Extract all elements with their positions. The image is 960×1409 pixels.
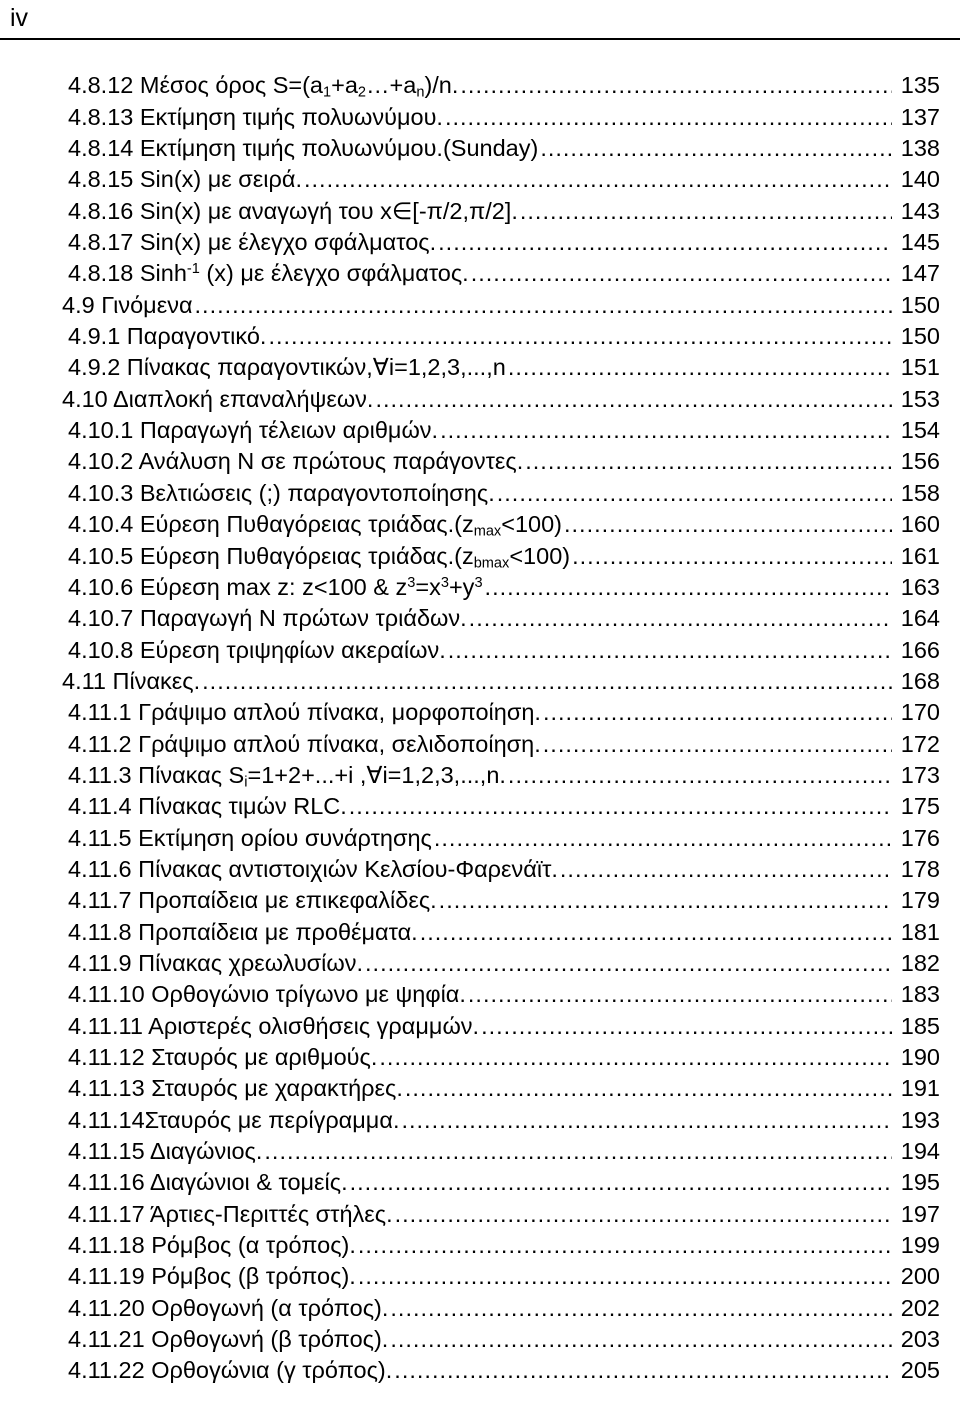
toc-entry-title: [68, 165, 302, 193]
toc-entry[interactable]: [0, 914, 940, 945]
toc-entry[interactable]: [0, 977, 940, 1008]
toc-page-number: 191: [900, 1075, 940, 1102]
toc-page-number: 138: [900, 135, 940, 162]
dot-leader: [448, 636, 892, 664]
title-text: 4.10.3 Βελτιώσεις (;) παραγοντοποίησης.: [68, 479, 495, 506]
dot-leader: [264, 1137, 892, 1165]
toc-page-number: 150: [900, 323, 940, 350]
toc-entry[interactable]: [0, 131, 940, 162]
dot-leader: [375, 385, 892, 413]
toc-page-number: 145: [900, 229, 940, 256]
title-text: 4.11.12 Σταυρός με αριθμούς.: [68, 1044, 378, 1070]
dot-leader: [268, 322, 892, 350]
dot-leader: [438, 228, 892, 256]
toc-entry[interactable]: [0, 852, 940, 883]
toc-entry-title: [68, 259, 469, 287]
toc-page-number: 173: [900, 761, 940, 788]
title-text: 4.9.1 Παραγοντικό.: [68, 323, 267, 350]
toc-entry-title: [68, 1074, 403, 1102]
dot-leader: [460, 71, 892, 99]
toc-entry-title: [68, 761, 506, 789]
toc-entry[interactable]: [0, 162, 940, 193]
title-text: 4.8.16 Sin(x) με αναγωγή του x∈[-π/2,π/2].: [68, 197, 518, 224]
toc-page-number: 160: [900, 511, 940, 538]
title-text: 4.11.5 Εκτίμηση ορίου συνάρτησης: [68, 824, 432, 851]
title-text: 4.8.17 Sin(x) με έλεγχο σφάλματος.: [68, 229, 437, 256]
title-text: 4.10.4 Εύρεση Πυθαγόρειας τριάδας.(z: [68, 511, 474, 538]
toc-entry-title: [68, 479, 495, 507]
toc-entry[interactable]: [0, 883, 940, 914]
toc-entry-title: [68, 1137, 262, 1165]
toc-entry-title: [68, 636, 446, 664]
toc-entry[interactable]: [0, 789, 940, 820]
toc-entry-title: [68, 197, 518, 225]
toc-entry-title: [68, 1200, 393, 1228]
title-text: 4.9.2 Πίνακας παραγοντικών,∀i=1,2,3,...,n: [68, 354, 506, 381]
toc-entry[interactable]: [0, 1040, 940, 1071]
toc-entry-title: [68, 71, 458, 99]
toc-entry-title: [68, 542, 570, 570]
dot-leader: [481, 1012, 892, 1040]
title-text: 4.11.4 Πίνακας τιμών RLC.: [68, 793, 347, 820]
toc-entry[interactable]: [0, 319, 940, 350]
dot-leader: [401, 1106, 892, 1134]
toc-entry-title: [68, 1168, 348, 1196]
toc-entry-title: [62, 291, 193, 319]
toc-entry-title: [68, 918, 418, 946]
toc-entry[interactable]: [0, 632, 940, 663]
toc-page-number: 151: [900, 354, 940, 381]
dot-leader: [420, 918, 892, 946]
dot-leader: [560, 855, 892, 883]
title-text: 4.10.5 Εύρεση Πυθαγόρειας τριάδας.(z: [68, 542, 474, 569]
toc-page-number: 194: [900, 1138, 940, 1165]
toc-entry-title: [68, 1106, 399, 1134]
toc-entry[interactable]: [0, 193, 940, 224]
title-text: 4.8.12 Μέσος όρος S=(a: [68, 72, 324, 99]
dot-leader: [572, 542, 892, 570]
toc-entry-title: [68, 322, 266, 350]
title-text: 4.11.7 Προπαίδεια με επικεφαλίδες.: [68, 887, 437, 914]
toc-entry-title: [68, 1043, 377, 1071]
title-subscript: n: [416, 84, 425, 101]
toc-entry-title: [68, 824, 432, 852]
toc-entry-title: [68, 730, 541, 758]
toc-entry[interactable]: [0, 444, 940, 475]
title-text: +a: [331, 72, 358, 99]
title-text: 4.11.11 Αριστερές ολισθήσεις γραμμών.: [68, 1012, 480, 1039]
dot-leader: [394, 1356, 892, 1384]
dot-leader: [508, 353, 892, 381]
toc-page-number: 183: [900, 981, 940, 1008]
title-text: 4.8.15 Sin(x) με σειρά.: [68, 166, 302, 193]
toc-entry-title: [68, 416, 438, 444]
toc-entry[interactable]: [0, 1008, 940, 1039]
title-supscript: 3: [440, 574, 449, 591]
toc-entry-title: [68, 980, 466, 1008]
toc-entry[interactable]: [0, 507, 940, 538]
dot-leader: [445, 103, 892, 131]
toc-entry[interactable]: [0, 287, 940, 318]
toc-entry-title: [68, 353, 506, 381]
title-text: 4.11.15 Διαγώνιος.: [68, 1138, 263, 1165]
toc-entry[interactable]: [0, 820, 940, 851]
dot-leader: [195, 291, 892, 319]
dot-leader: [358, 1231, 892, 1259]
title-text: 4.10.8 Εύρεση τριψηφίων ακεραίων.: [68, 636, 446, 663]
toc-page-number: 154: [900, 417, 940, 444]
toc-entry[interactable]: [0, 726, 940, 757]
toc-entry-title: [68, 103, 443, 131]
title-subscript: max: [473, 523, 502, 540]
toc-entry-title: [68, 510, 562, 538]
toc-page-number: 178: [900, 855, 940, 882]
toc-page-number: 147: [900, 260, 940, 287]
toc-entry-title: [68, 792, 347, 820]
toc-entry-title: [62, 667, 200, 695]
dot-leader: [543, 698, 892, 726]
toc-entry[interactable]: [0, 225, 940, 256]
title-subscript: 2: [357, 84, 367, 101]
title-subscript: bmax: [473, 555, 510, 572]
dot-leader: [379, 1043, 892, 1071]
dot-leader: [468, 980, 892, 1008]
toc-page-number: 205: [900, 1357, 940, 1384]
title-text: 4.8.18 Sinh: [68, 260, 187, 287]
toc-page-number: 202: [900, 1294, 940, 1321]
title-text: <100): [509, 542, 571, 569]
toc-entry[interactable]: [0, 538, 940, 572]
toc-entry[interactable]: [0, 1353, 940, 1384]
title-text: 4.9 Γινόμενα: [62, 291, 193, 318]
dot-leader: [497, 479, 892, 507]
title-text: …+a: [366, 72, 417, 99]
title-text: 4.11.18 Ρόμβος (α τρόπος).: [68, 1232, 356, 1259]
toc-entry-title: [68, 134, 538, 162]
toc-entry[interactable]: [0, 1290, 940, 1321]
toc-entry[interactable]: [0, 381, 940, 412]
toc-entry[interactable]: [0, 946, 940, 977]
title-supscript: 3: [474, 574, 483, 591]
title-text: 4.11.22 Ορθογώνια (γ τρόπος).: [68, 1357, 393, 1384]
toc-entry[interactable]: [0, 475, 940, 506]
title-subscript: 1: [323, 84, 332, 101]
toc-entry-title: [68, 1012, 479, 1040]
title-text: 4.11.17 Άρτιες-Περιττές στήλες.: [68, 1200, 393, 1227]
toc-page-number: 170: [900, 699, 940, 726]
dot-leader: [390, 1325, 892, 1353]
toc-page-number: 137: [900, 103, 940, 130]
dot-leader: [349, 792, 892, 820]
title-text: 4.10.6 Εύρεση max z: z<100 & z: [68, 573, 408, 600]
toc-page-number: 172: [900, 730, 940, 757]
title-text: <100): [501, 511, 562, 538]
page-header: [0, 0, 960, 40]
title-text: 4.10.1 Παραγωγή τέλειων αριθμών.: [68, 417, 439, 444]
toc-page-number: 158: [900, 479, 940, 506]
toc-entry-title: [68, 1325, 388, 1353]
toc-entry[interactable]: [0, 1071, 940, 1102]
title-supscript: 3: [407, 574, 416, 591]
toc-entry[interactable]: [0, 256, 940, 287]
title-text: =x: [415, 573, 441, 600]
toc-page-number: 168: [900, 667, 940, 694]
toc-page-number: 199: [900, 1232, 940, 1259]
toc-entry-title: [62, 385, 373, 413]
toc-page-number: 164: [900, 605, 940, 632]
toc-entry-title: [68, 447, 523, 475]
toc-entry[interactable]: [0, 99, 940, 130]
toc-page-number: 156: [900, 448, 940, 475]
dot-leader: [390, 1294, 892, 1322]
title-text: 4.11.8 Προπαίδεια με προθέματα.: [68, 918, 418, 945]
toc-page-number: 150: [900, 291, 940, 318]
toc-page-number: 163: [900, 573, 940, 600]
toc-entry[interactable]: [0, 1134, 940, 1165]
toc-page-number: 197: [900, 1200, 940, 1227]
toc-entry[interactable]: [0, 1196, 940, 1227]
dot-leader: [564, 510, 892, 538]
toc-page-number: 153: [900, 385, 940, 412]
toc-entry-title: [68, 228, 436, 256]
title-text: 4.11.19 Ρόμβος (β τρόπος).: [68, 1263, 356, 1290]
dot-leader: [508, 761, 892, 789]
dot-leader: [471, 259, 892, 287]
dot-leader: [485, 573, 892, 601]
title-text: 4.11.6 Πίνακας αντιστοιχιών Κελσίου-Φαρενάϊτ.: [68, 855, 558, 882]
title-text: 4.11 Πίνακες.: [62, 667, 201, 694]
toc-entry-title: [68, 855, 558, 883]
dot-leader: [350, 1168, 892, 1196]
table-of-contents: [0, 68, 960, 1384]
toc-entry[interactable]: [0, 350, 940, 381]
toc-entry[interactable]: [0, 570, 940, 601]
title-text: 4.11.14Σταυρός με περίγραμμα.: [68, 1106, 400, 1133]
dot-leader: [395, 1200, 892, 1228]
dot-leader: [540, 134, 892, 162]
toc-page-number: 179: [900, 887, 940, 914]
toc-page-number: 200: [900, 1263, 940, 1290]
dot-leader: [304, 165, 892, 193]
toc-entry-title: [68, 1356, 392, 1384]
toc-entry-title: [68, 886, 437, 914]
toc-entry[interactable]: [0, 1322, 940, 1353]
toc-entry[interactable]: [0, 1102, 940, 1133]
toc-page-number: 166: [900, 636, 940, 663]
dot-leader: [543, 730, 892, 758]
toc-page-number: 193: [900, 1106, 940, 1133]
title-text: 4.11.9 Πίνακας χρεωλυσίων.: [68, 949, 364, 976]
toc-page-number: 195: [900, 1169, 940, 1196]
toc-page-number: 161: [900, 542, 940, 569]
title-text: 4.11.21 Ορθογωνή (β τρόπος).: [68, 1326, 389, 1353]
dot-leader: [405, 1074, 892, 1102]
title-text: 4.11.20 Ορθογωνή (α τρόπος).: [68, 1294, 389, 1321]
dot-leader: [439, 886, 892, 914]
toc-page-number: 182: [900, 949, 940, 976]
toc-entry-title: [68, 604, 467, 632]
title-text: 4.8.13 Εκτίμηση τιμής πολυωνύμου.: [68, 103, 443, 130]
toc-entry[interactable]: [0, 664, 940, 695]
toc-entry-title: [68, 1231, 356, 1259]
toc-page-number: 143: [900, 197, 940, 224]
dot-leader: [365, 949, 892, 977]
toc-entry[interactable]: [0, 1228, 940, 1259]
title-text: 4.10 Διαπλοκή επαναλήψεων.: [62, 385, 374, 412]
title-text: 4.8.14 Εκτίμηση τιμής πολυωνύμου.(Sunday): [68, 135, 539, 162]
title-text: 4.11.16 Διαγώνιοι & τομείς.: [68, 1169, 348, 1196]
dot-leader: [358, 1262, 892, 1290]
dot-leader: [469, 604, 892, 632]
toc-entry[interactable]: [0, 601, 940, 632]
dot-leader: [440, 416, 892, 444]
title-text: 4.11.13 Σταυρός με χαρακτήρες.: [68, 1075, 403, 1102]
toc-page-number: 140: [900, 166, 940, 193]
toc-entry[interactable]: [0, 68, 940, 99]
toc-entry-title: [68, 698, 541, 726]
title-text: 4.10.2 Ανάλυση Ν σε πρώτους παράγοντες.: [68, 448, 524, 475]
dot-leader: [525, 447, 892, 475]
toc-entry-title: [68, 573, 483, 601]
title-supscript: -1: [186, 261, 200, 278]
toc-entry-title: [68, 1294, 388, 1322]
toc-page-number: 175: [900, 793, 940, 820]
title-text: +y: [448, 573, 475, 600]
title-text: 4.11.10 Ορθογώνιο τρίγωνο με ψηφία.: [68, 981, 466, 1008]
toc-entry-title: [68, 1262, 356, 1290]
dot-leader: [520, 197, 892, 225]
dot-leader: [202, 667, 892, 695]
toc-page-number: 135: [900, 72, 940, 99]
toc-page-number: 176: [900, 824, 940, 851]
title-text: =1+2+...+i ,∀i=1,2,3,...,n.: [247, 761, 506, 788]
toc-entry[interactable]: [0, 1259, 940, 1290]
title-text: 4.11.2 Γράψιμο απλού πίνακα, σελιδοποίηση.: [68, 730, 541, 757]
toc-page-number: 190: [900, 1044, 940, 1070]
toc-entry[interactable]: [0, 413, 940, 444]
toc-page-number: 185: [900, 1012, 940, 1039]
toc-entry-title: [68, 949, 363, 977]
toc-entry[interactable]: [0, 758, 940, 789]
toc-page-number: 181: [900, 918, 940, 945]
title-subscript: i: [244, 774, 248, 791]
title-text: )/n.: [424, 72, 459, 99]
page-number-label: iv: [10, 4, 29, 32]
title-text: (x) με έλεγχο σφάλματος.: [199, 260, 469, 287]
dot-leader: [434, 824, 892, 852]
toc-entry[interactable]: [0, 1165, 940, 1196]
title-text: 4.11.3 Πίνακας S: [68, 761, 245, 788]
toc-page-number: 203: [900, 1326, 940, 1353]
title-text: 4.11.1 Γράψιμο απλού πίνακα, μορφοποίηση.: [68, 699, 541, 726]
toc-entry[interactable]: [0, 695, 940, 726]
title-text: 4.10.7 Παραγωγή Ν πρώτων τριάδων.: [68, 605, 467, 632]
